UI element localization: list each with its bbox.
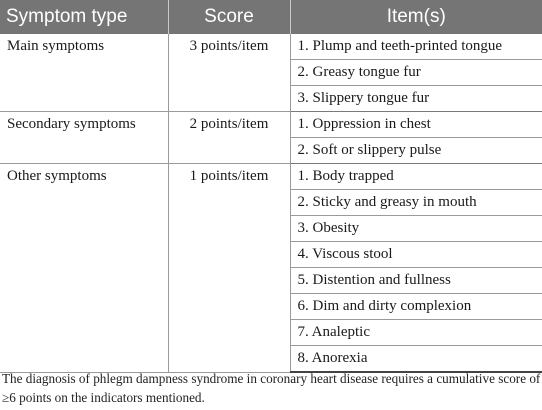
item-cell: 3. Obesity	[290, 216, 542, 242]
item-cell: 4. Viscous stool	[290, 242, 542, 268]
header-score: Score	[168, 0, 290, 34]
item-cell: 1. Body trapped	[290, 164, 542, 190]
score-cell: 1 points/item	[168, 164, 290, 373]
score-cell: 3 points/item	[168, 34, 290, 112]
item-cell: 5. Distention and fullness	[290, 268, 542, 294]
symptom-type-cell: Main symptoms	[0, 34, 168, 112]
table-row	[0, 164, 542, 190]
symptom-type-cell: Other symptoms	[0, 164, 168, 373]
item-cell: 1. Oppression in chest	[290, 112, 542, 138]
item-cell: 2. Sticky and greasy in mouth	[290, 190, 542, 216]
table-row	[0, 112, 542, 138]
table-header-row	[0, 0, 542, 34]
item-cell: 1. Plump and teeth-printed tongue	[290, 34, 542, 60]
item-cell: 7. Analeptic	[290, 320, 542, 346]
item-cell: 6. Dim and dirty complexion	[290, 294, 542, 320]
header-items: Item(s)	[290, 0, 542, 34]
header-symptom-type: Symptom type	[0, 0, 168, 34]
table-row	[0, 34, 542, 60]
item-cell: 8. Anorexia	[290, 346, 542, 373]
item-cell: 3. Slippery tongue fur	[290, 86, 542, 112]
item-cell: 2. Soft or slippery pulse	[290, 138, 542, 164]
table-footnote: The diagnosis of phlegm dampness syndrome in coronary heart disease requires a cumulative score of ≥6 points on the indicators mentioned.	[2, 371, 541, 405]
score-cell: 2 points/item	[168, 112, 290, 164]
item-cell: 2. Greasy tongue fur	[290, 60, 542, 86]
symptom-type-cell: Secondary symptoms	[0, 112, 168, 164]
